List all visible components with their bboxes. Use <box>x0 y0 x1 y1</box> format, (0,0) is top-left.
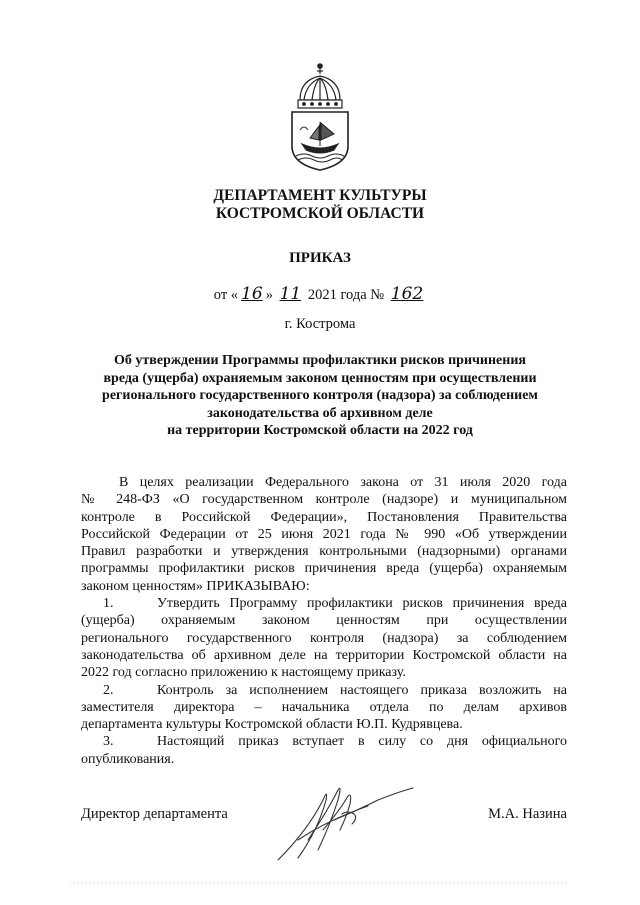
department-name-line1: ДЕПАРТАМЕНТ КУЛЬТУРЫ <box>213 187 427 204</box>
item-line: департамента культуры Костромской области Ю.П. Кудрявцева. <box>81 717 463 733</box>
date-mid: » <box>265 287 273 303</box>
item-text: Утвердить Программу профилактики рисков причинения вреда <box>157 596 567 612</box>
item-line: законодательства об архивном деле на территории Костромской области на <box>81 647 567 663</box>
date-prefix: от « <box>213 287 239 303</box>
order-body <box>81 474 567 768</box>
item-number: 3. <box>103 734 114 750</box>
preamble-line: законом ценностям» ПРИКАЗЫВАЮ: <box>81 578 310 594</box>
subject-line: законодательства об архивном деле <box>207 405 433 421</box>
subject-line: регионального государственного контроля (надзора) за соблюдением <box>102 388 538 403</box>
department-name-line2: КОСТРОМСКОЙ ОБЛАСТИ <box>215 205 425 222</box>
signatory-name: М.А. Назина <box>488 806 567 822</box>
preamble-line: В целях реализации Федерального закона от 31 июля 2020 года <box>119 475 567 490</box>
subject-line: Об утверждении Программы профилактики рисков причинения <box>114 353 526 368</box>
item-line: (ущерба) охраняемым законом ценностям при осуществлении <box>81 613 567 629</box>
order-title: ПРИКАЗ <box>289 250 351 266</box>
preamble-line: № 248-ФЗ «О государственном контроле (надзоре) и муниципальном <box>81 492 567 508</box>
page-bottom-edge <box>70 880 570 886</box>
item-text: Настоящий приказ вступает в силу со дня официального <box>157 734 567 750</box>
signatory-position: Директор департамента <box>81 806 228 822</box>
preamble-line: программы профилактики рисков причинения вреда (ущерба) охраняемым <box>81 561 567 577</box>
kostroma-coat-of-arms-icon <box>284 60 356 172</box>
order-subject <box>60 352 580 440</box>
item-number: 1. <box>103 596 114 612</box>
list-item <box>81 595 567 612</box>
list-item <box>81 733 567 750</box>
item-text: Контроль за исполнением настоящего приказа возложить на <box>157 682 567 698</box>
subject-line: вреда (ущерба) охраняемым законом ценностям при осуществлении <box>103 370 537 386</box>
order-date-line <box>0 284 640 304</box>
date-day: 16 <box>241 284 263 304</box>
item-line: заместителя директора – начальника отдела по делам архивов <box>81 699 567 715</box>
date-month: 11 <box>279 284 302 304</box>
handwritten-signature-icon <box>268 770 418 870</box>
item-line: 2022 год согласно приложению к настоящему приказу. <box>81 665 406 681</box>
order-number: 162 <box>390 284 424 304</box>
item-line: опубликования. <box>81 751 175 767</box>
list-item <box>81 682 567 699</box>
item-line: регионального государственного контроля (надзора) за соблюдением <box>81 630 567 646</box>
preamble-line: контроле в Российской Федерации», Постановления Правительства <box>81 509 567 525</box>
preamble-line: Российской Федерации от 25 июня 2021 года № 990 «Об утверждении <box>81 526 567 542</box>
subject-line: на территории Костромской области на 2022 год <box>167 423 473 438</box>
item-number: 2. <box>103 682 114 698</box>
date-year-text: 2021 года № <box>307 287 385 303</box>
city: г. Кострома <box>284 316 356 332</box>
preamble-line: Правил разработки и утверждения контрольными (надзорными) органами <box>81 544 567 560</box>
